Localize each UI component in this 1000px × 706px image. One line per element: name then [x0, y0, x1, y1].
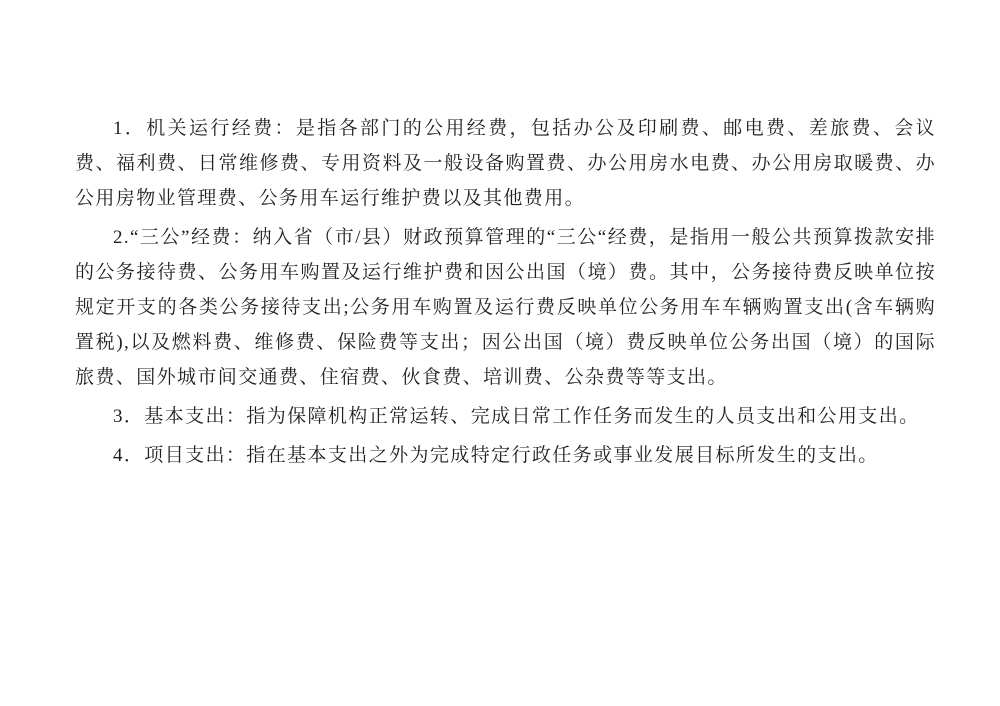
paragraph-agency-operating-expenses: 1．机关运行经费：是指各部门的公用经费，包括办公及印刷费、邮电费、差旅费、会议费、福利费、日常维修费、专用资料及一般设备购置费、办公用房水电费、办公用房取暖费、办公用房物业管理费、公务用车运行维护费以及其他费用。: [75, 118, 936, 209]
paragraph-basic-expenditure: 3．基本支出：指为保障机构正常运转、完成日常工作任务而发生的人员支出和公用支出。: [113, 406, 920, 427]
paragraph-project-expenditure: 4．项目支出：指在基本支出之外为完成特定行政任务或事业发展目标所发生的支出。: [113, 445, 879, 466]
paragraph-three-public-funds: 2.“三公”经费：纳入省（市/县）财政预算管理的“三公“经费，是指用一般公共预算拨款安排的公务接待费、公务用车购置及运行维护费和因公出国（境）费。其中，公务接待费反映单位按规定开支的各类公务接待支出;公务用车购置及运行费反映单位公务用车车辆购置支出(含车辆购置税),以及燃料费、维修费、保险费等支出；因公出国（境）费反映单位公务出国（境）的国际旅费、国外城市间交通费、住宿费、伙食费、培训费、公杂费等等支出。: [75, 227, 936, 388]
document-body: [75, 111, 936, 473]
